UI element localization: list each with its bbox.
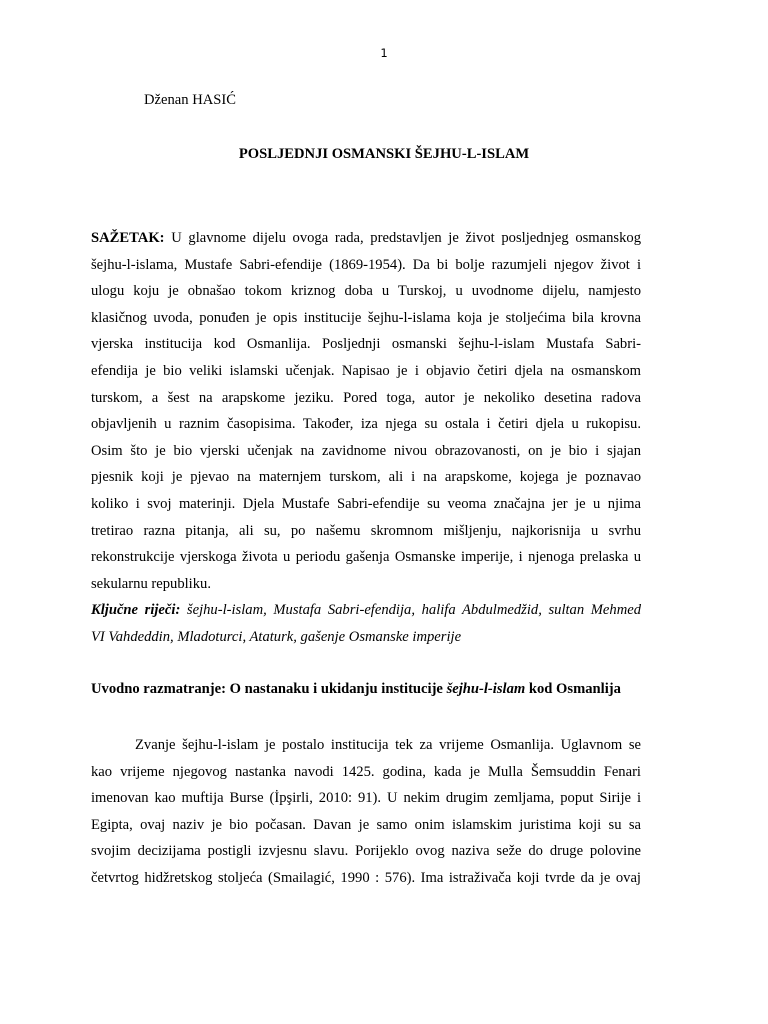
- abstract-line: [91, 225, 641, 252]
- abstract-line: objavljenih u raznim časopisima. Također, iza njega su ostala i četiri djela u rukopisu.: [91, 416, 641, 433]
- body-line: imenovan kao muftija Burse (İpşirli, 2010: 91). U nekim drugim zemljama, poput Sirije i: [91, 790, 641, 807]
- abstract-line: koliko i svoj materinji. Djela Mustafe Sabri-efendije su veoma značajna jer je u njima: [91, 495, 641, 512]
- keywords-line: [91, 597, 641, 624]
- abstract-line: pjesnik koji je pjevao na maternjem turskom, ali i na arapskome, kojega je poznavao: [91, 469, 641, 486]
- body-paragraph: [91, 732, 641, 892]
- keywords-label: Ključne riječi:: [91, 602, 181, 618]
- abstract-line: rekonstrukcije vjerskoga života u periodu gašenja Osmanske imperije, i njenoga prelaska u: [91, 549, 641, 566]
- keywords-text: VI Vahdeddin, Mladoturci, Ataturk, gašenje Osmanske imperije: [91, 628, 462, 645]
- abstract-label: SAŽETAK:: [91, 230, 165, 246]
- abstract-line-text: U glavnome dijelu ovoga rada, predstavljen je život posljednjeg osmanskog: [164, 230, 641, 246]
- author-name: Dženan HASIĆ: [144, 92, 237, 108]
- section-heading-text: Uvodno razmatranje: O nastanaku i ukidanju institucije: [91, 681, 447, 697]
- abstract-line: klasičnog uvoda, ponuđen je opis institucije šejhu-l-islama koja je stoljećima bila krovna: [91, 309, 641, 326]
- keywords: [91, 597, 641, 650]
- section-heading: [91, 681, 651, 698]
- body-line: svojim decizijama postigli izvjesnu slavu. Porijeklo ovog naziva seže do druge polovine: [91, 843, 641, 860]
- body-line: Zvanje šejhu-l-islam je postalo institucija tek za vrijeme Osmanlija. Uglavnom se: [135, 737, 641, 753]
- abstract-line: tretirao razna pitanja, ali su, po našemu skromnom mišljenju, najkorisnija u svrhu: [91, 522, 641, 539]
- abstract-line: sekularnu republiku.: [91, 575, 211, 592]
- section-heading-italic: šejhu-l-islam: [446, 681, 526, 697]
- abstract-line: ulogu koju je obnašao tokom kriznog doba u Turskoj, u uvodnome dijelu, namjesto: [91, 283, 641, 300]
- section-heading-text: kod Osmanlija: [525, 681, 621, 697]
- keywords-text: šejhu-l-islam, Mustafa Sabri-efendija, halifa Abdulmedžid, sultan Mehmed: [180, 602, 642, 618]
- abstract: [91, 225, 641, 597]
- abstract-line: šejhu-l-islama, Mustafe Sabri-efendije (1869-1954). Da bi bolje razumjeli njegov život i: [91, 256, 641, 273]
- paper-title: POSLJEDNJI OSMANSKI ŠEJHU-L-ISLAM: [238, 146, 530, 162]
- keywords-line: [91, 624, 641, 651]
- abstract-line: efendija je bio veliki islamski učenjak. Napisao je i objavio četiri djela na osmanskom: [91, 362, 641, 379]
- page-number: 1: [380, 46, 388, 60]
- body-line: četvrtog hidžretskog stoljeća (Smailagić, 1990 : 576). Ima istraživača koji tvrde da je ovaj: [91, 869, 641, 886]
- abstract-line: turskom, a šest na arapskome jeziku. Pored toga, autor je nekoliko desetina radova: [91, 389, 641, 406]
- body-line: kao vrijeme njegovog nastanka navodi 1425. godina, kada je Mulla Šemsuddin Fenari: [91, 763, 641, 780]
- body-line: Egipta, ovaj naziv je bio počasan. Davan je samo onim islamskim juristima koji su sa: [91, 816, 641, 833]
- abstract-line: vjerska institucija kod Osmanlija. Posljednji osmanski šejhu-l-islam Mustafa Sabri-: [91, 336, 641, 353]
- abstract-line: Osim što je bio vjerski učenjak na zavidnome nivou obrazovanosti, on je bio i sjajan: [91, 442, 641, 459]
